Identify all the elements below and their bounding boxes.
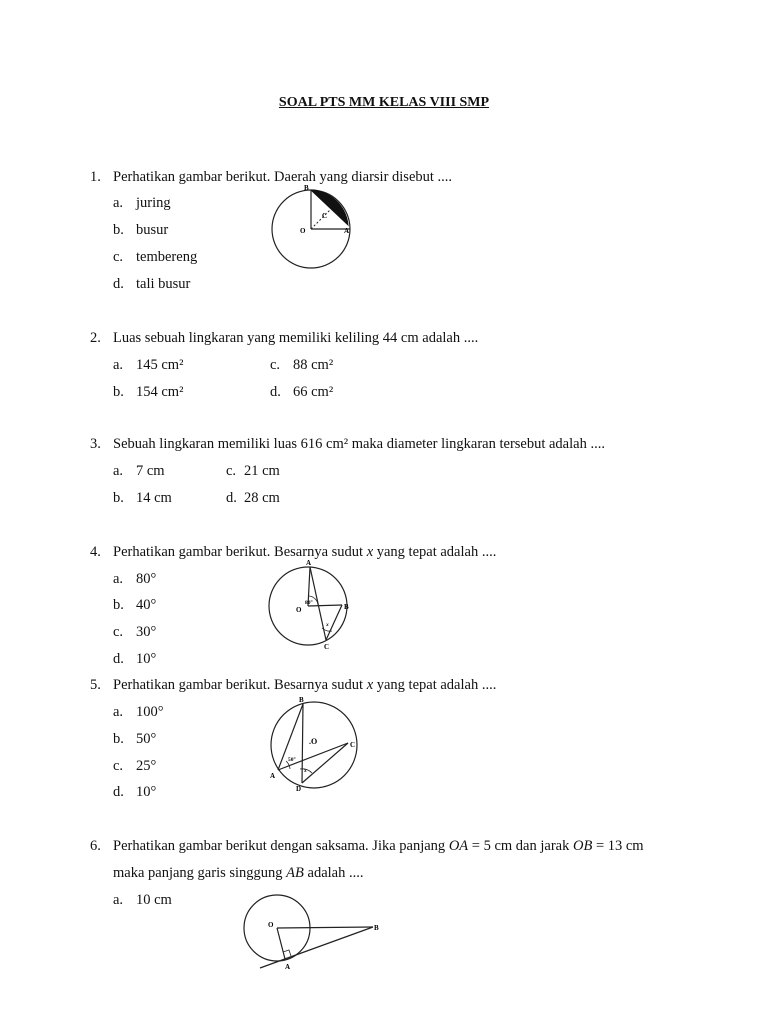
question-number: 6. — [90, 838, 101, 854]
option-letter: d. — [113, 651, 124, 667]
circle-figure-4 — [262, 560, 352, 650]
x-label: x — [326, 622, 329, 628]
option-text: 28 cm — [244, 490, 280, 506]
option-text: tali busur — [136, 276, 191, 292]
label-a: A — [306, 559, 312, 567]
option-letter: b. — [113, 222, 124, 238]
question-number: 2. — [90, 330, 101, 346]
option-letter: d. — [113, 784, 124, 800]
question-text-line-1: Perhatikan gambar berikut dengan saksama. Jika panjang OA = 5 cm dan jarak OB = 13 cm — [113, 838, 644, 854]
option-letter: a. — [113, 892, 124, 908]
option-letter: c. — [113, 624, 124, 640]
option-letter: c. — [226, 463, 237, 479]
label-a: A — [285, 963, 291, 971]
circle-figure-5 — [266, 697, 366, 795]
option-letter: a. — [113, 463, 124, 479]
question-number: 4. — [90, 544, 101, 560]
option-text: 80° — [136, 571, 157, 587]
question-text: Perhatikan gambar berikut. Besarnya sudut x yang tepat adalah .... — [113, 677, 497, 693]
label-d: D — [296, 785, 302, 793]
x-label: x — [304, 768, 307, 774]
option-text: 100° — [136, 704, 164, 720]
label-o: O — [300, 227, 306, 235]
option-text: 50° — [136, 731, 157, 747]
circle-figure-1 — [264, 183, 364, 273]
option-letter: c. — [270, 357, 281, 373]
option-text: 145 cm² — [136, 357, 184, 373]
question-text-line-2: maka panjang garis singgung AB adalah .... — [113, 865, 364, 881]
option-letter: b. — [113, 731, 124, 747]
option-letter: a. — [113, 357, 124, 373]
option-letter: d. — [226, 490, 237, 506]
label-o: O — [296, 606, 302, 614]
option-letter: d. — [113, 276, 124, 292]
option-text: 154 cm² — [136, 384, 184, 400]
label-c: C — [322, 212, 328, 220]
label-b: B — [299, 696, 304, 704]
option-text: 25° — [136, 758, 157, 774]
option-text: 40° — [136, 597, 157, 613]
option-text: 88 cm² — [293, 357, 334, 373]
angle-label: 80° — [305, 600, 313, 606]
label-o: O — [268, 921, 274, 929]
option-text: 10° — [136, 651, 157, 667]
question-text: Perhatikan gambar berikut. Besarnya sudut x yang tepat adalah .... — [113, 544, 497, 560]
option-letter: a. — [113, 195, 124, 211]
option-text: 21 cm — [244, 463, 280, 479]
option-text: 10 cm — [136, 892, 172, 908]
question-text: Perhatikan gambar berikut. Daerah yang diarsir disebut .... — [113, 169, 453, 185]
label-a: A — [270, 772, 276, 780]
option-letter: d. — [270, 384, 281, 400]
option-letter: b. — [113, 384, 124, 400]
question-text: Luas sebuah lingkaran yang memiliki keliling 44 cm adalah .... — [113, 330, 479, 346]
option-text: 66 cm² — [293, 384, 334, 400]
label-b: B — [344, 603, 349, 611]
option-letter: a. — [113, 704, 124, 720]
label-b: B — [374, 924, 379, 932]
label-c: C — [324, 643, 330, 651]
label-c: C — [350, 741, 356, 749]
tangent-figure-6 — [240, 890, 385, 974]
option-letter: a. — [113, 571, 124, 587]
option-text: 7 cm — [136, 463, 165, 479]
question-number: 5. — [90, 677, 101, 693]
option-text: juring — [136, 195, 171, 211]
option-letter: c. — [113, 249, 124, 265]
option-text: busur — [136, 222, 169, 238]
question-number: 3. — [90, 436, 101, 452]
angle-label: 50° — [288, 757, 296, 763]
label-b: B — [304, 184, 309, 192]
label-a: A — [344, 227, 350, 235]
option-text: 30° — [136, 624, 157, 640]
option-text: 10° — [136, 784, 157, 800]
question-text: Sebuah lingkaran memiliki luas 616 cm² maka diameter lingkaran tersebut adalah .... — [113, 436, 605, 452]
label-o: .O — [309, 737, 318, 746]
question-number: 1. — [90, 169, 101, 185]
option-letter: b. — [113, 597, 124, 613]
option-text: 14 cm — [136, 490, 172, 506]
option-letter: b. — [113, 490, 124, 506]
option-text: tembereng — [136, 249, 198, 265]
page-title: SOAL PTS MM KELAS VIII SMP — [278, 95, 490, 110]
option-letter: c. — [113, 758, 124, 774]
